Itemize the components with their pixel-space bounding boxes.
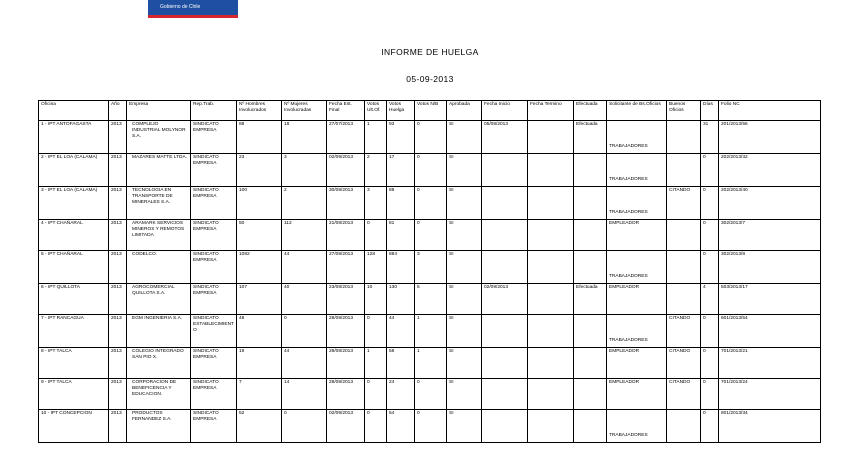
cell-hombres: 19 [237, 348, 282, 379]
cell-mujeres: 3 [282, 154, 327, 187]
cell-dias: 0 [701, 251, 719, 284]
cell-fecha-termino [528, 348, 574, 379]
cell-efectuada [574, 315, 607, 348]
cell-hombres: 23 [237, 154, 282, 187]
cell-efectuada: Efectuada [574, 284, 607, 315]
cell-votos-nb: 0 [415, 410, 447, 443]
col-header: Oficina [39, 101, 109, 121]
cell-fecha-termino [528, 410, 574, 443]
cell-votos-ult-of: 1 [365, 348, 387, 379]
table-header-row [39, 101, 821, 121]
cell-rep-trab: SINDICATO EMPRESA [191, 251, 237, 284]
col-header: Votos Huelga [387, 101, 415, 121]
cell-folio: 701/2013/21 [719, 348, 821, 379]
cell-aprobada: SI [447, 379, 482, 410]
cell-anio: 2013 [109, 220, 127, 251]
cell-votos-nb: 5 [415, 284, 447, 315]
col-header: Año [109, 101, 127, 121]
cell-solicitante: TRABAJADORES [607, 121, 667, 154]
cell-rep-trab: SINDICATO EMPRESA [191, 410, 237, 443]
cell-mujeres: 18 [282, 121, 327, 154]
cell-votos-huelga: 54 [387, 410, 415, 443]
cell-fecha-est-final: 28/08/2013 [327, 348, 365, 379]
cell-aprobada: SI [447, 410, 482, 443]
cell-votos-ult-of: 0 [365, 410, 387, 443]
cell-empresa: COMPLEJO INDUSTRIAL MOLYNOR S.A. [127, 121, 191, 154]
col-header: Folio NC [719, 101, 821, 121]
col-header: Rep.Trab. [191, 101, 237, 121]
cell-mujeres: 40 [282, 284, 327, 315]
cell-fecha-est-final: 23/08/2013 [327, 284, 365, 315]
cell-hombres: 7 [237, 379, 282, 410]
cell-votos-ult-of: 10 [365, 284, 387, 315]
cell-votos-huelga: 130 [387, 284, 415, 315]
cell-votos-nb: 0 [415, 220, 447, 251]
cell-aprobada: SI [447, 348, 482, 379]
cell-solicitante: TRABAJADORES [607, 154, 667, 187]
cell-hombres: 50 [237, 220, 282, 251]
cell-empresa: MAZARES MATTE LTDA. [127, 154, 191, 187]
col-header: Efectuada [574, 101, 607, 121]
cell-efectuada [574, 220, 607, 251]
cell-empresa: CORPORACION DE BENEFICENCIA Y EDUCACION. [127, 379, 191, 410]
cell-dias: 0 [701, 348, 719, 379]
cell-folio: 201/2013/56 [719, 121, 821, 154]
cell-solicitante: EMPLEADOR [607, 379, 667, 410]
table-row [39, 220, 821, 251]
cell-votos-huelga: 88 [387, 187, 415, 220]
cell-fecha-inicio [482, 379, 528, 410]
strike-report-table [38, 100, 821, 443]
cell-hombres: 1082 [237, 251, 282, 284]
cell-dias: 0 [701, 220, 719, 251]
cell-oficina: 10 - IPT CONCEPCION [39, 410, 109, 443]
col-header: Solicitante de Bs.Oficios [607, 101, 667, 121]
cell-fecha-termino [528, 315, 574, 348]
cell-fecha-inicio: 02/09/2013 [482, 284, 528, 315]
table-row [39, 315, 821, 348]
cell-efectuada [574, 154, 607, 187]
cell-votos-nb: 1 [415, 348, 447, 379]
cell-solicitante: EMPLEADOR [607, 220, 667, 251]
cell-dias: 31 [701, 121, 719, 154]
cell-aprobada: SI [447, 121, 482, 154]
cell-aprobada: SI [447, 154, 482, 187]
cell-votos-huelga: 44 [387, 315, 415, 348]
logo-text: Gobierno de Chile [160, 4, 201, 10]
cell-dias: 0 [701, 410, 719, 443]
logo-stripe [148, 15, 238, 18]
table-row [39, 154, 821, 187]
cell-dias: 0 [701, 379, 719, 410]
cell-rep-trab: SINDICATO EMPRESA [191, 154, 237, 187]
cell-mujeres: 2 [282, 187, 327, 220]
cell-solicitante: TRABAJADORES [607, 187, 667, 220]
cell-empresa: COLEGIO INTEGRADO SAN PIO X. [127, 348, 191, 379]
cell-aprobada: SI [447, 284, 482, 315]
cell-fecha-inicio [482, 220, 528, 251]
cell-anio: 2013 [109, 284, 127, 315]
cell-solicitante: EMPLEADOR [607, 348, 667, 379]
cell-buenos-oficios: CITANDO [667, 187, 701, 220]
table-row [39, 379, 821, 410]
table-body [39, 121, 821, 443]
gobierno-logo [148, 0, 238, 18]
cell-efectuada [574, 251, 607, 284]
cell-rep-trab: SINDICATO EMPRESA [191, 187, 237, 220]
cell-empresa: ARAMARK SERVICIOS MINEROS Y REMOTOS LIMITADA [127, 220, 191, 251]
cell-anio: 2013 [109, 154, 127, 187]
cell-folio: 202/2013/40 [719, 187, 821, 220]
cell-fecha-termino [528, 284, 574, 315]
cell-buenos-oficios [667, 220, 701, 251]
cell-folio: 202/2013/32 [719, 154, 821, 187]
cell-fecha-inicio [482, 154, 528, 187]
cell-dias: 0 [701, 154, 719, 187]
cell-rep-trab: SINDICATO EMPRESA [191, 121, 237, 154]
cell-fecha-est-final: 21/08/2013 [327, 220, 365, 251]
cell-fecha-inicio [482, 348, 528, 379]
cell-oficina: 5 - IPT CHAÑARAL [39, 251, 109, 284]
cell-empresa: TECNOLOGIA EN TRANSPORTE DE MINERALES S.A. [127, 187, 191, 220]
cell-votos-huelga: 17 [387, 154, 415, 187]
cell-aprobada: SI [447, 187, 482, 220]
cell-fecha-est-final: 02/09/2013 [327, 154, 365, 187]
cell-votos-nb: 1 [415, 315, 447, 348]
cell-rep-trab: SINDICATO EMPRESA [191, 348, 237, 379]
cell-hombres: 52 [237, 410, 282, 443]
cell-empresa: EGM INGENIERIA S.A. [127, 315, 191, 348]
cell-anio: 2013 [109, 251, 127, 284]
cell-buenos-oficios [667, 410, 701, 443]
cell-fecha-termino [528, 154, 574, 187]
cell-anio: 2013 [109, 121, 127, 154]
cell-efectuada: Efectuada [574, 121, 607, 154]
col-header: Buenos Oficios [667, 101, 701, 121]
cell-fecha-termino [528, 187, 574, 220]
cell-fecha-termino [528, 251, 574, 284]
cell-buenos-oficios: CITANDO [667, 348, 701, 379]
cell-mujeres: 0 [282, 410, 327, 443]
cell-fecha-termino [528, 379, 574, 410]
cell-fecha-est-final: 02/09/2013 [327, 410, 365, 443]
cell-rep-trab: SINDICATO EMPRESA [191, 220, 237, 251]
cell-fecha-est-final: 27/08/2013 [327, 251, 365, 284]
cell-folio: 601/2013/54 [719, 315, 821, 348]
cell-folio: 302/2013/7 [719, 220, 821, 251]
cell-oficina: 1 - IPT ANTOFAGASTA [39, 121, 109, 154]
cell-aprobada: SI [447, 220, 482, 251]
cell-votos-ult-of: 1 [365, 121, 387, 154]
cell-fecha-est-final: 28/08/2013 [327, 379, 365, 410]
cell-votos-nb: 0 [415, 379, 447, 410]
cell-dias: 4 [701, 284, 719, 315]
cell-fecha-est-final: 30/08/2013 [327, 187, 365, 220]
cell-votos-ult-of: 0 [365, 220, 387, 251]
cell-votos-nb: 0 [415, 121, 447, 154]
table-row [39, 121, 821, 154]
cell-fecha-inicio [482, 251, 528, 284]
cell-empresa: CODELCO. [127, 251, 191, 284]
table-row [39, 187, 821, 220]
cell-aprobada: SI [447, 251, 482, 284]
cell-votos-huelga: 58 [387, 348, 415, 379]
cell-rep-trab: SINDICATO EMPRESA [191, 284, 237, 315]
cell-hombres: 107 [237, 284, 282, 315]
cell-rep-trab: SINDICATO EMPRESA [191, 379, 237, 410]
cell-fecha-est-final: 27/07/2013 [327, 121, 365, 154]
cell-hombres: 88 [237, 121, 282, 154]
cell-dias: 0 [701, 187, 719, 220]
cell-oficina: 6 - IPT QUILLOTA [39, 284, 109, 315]
report-title: INFORME DE HUELGA [381, 47, 479, 57]
col-header: Votos Ult.Of. [365, 101, 387, 121]
cell-efectuada [574, 187, 607, 220]
col-header: Nº Mujeres Involucradas [282, 101, 327, 121]
cell-mujeres: 112 [282, 220, 327, 251]
cell-votos-ult-of: 0 [365, 315, 387, 348]
cell-votos-ult-of: 3 [365, 187, 387, 220]
cell-fecha-inicio [482, 410, 528, 443]
cell-votos-huelga: 81 [387, 220, 415, 251]
cell-anio: 2013 [109, 315, 127, 348]
cell-hombres: 48 [237, 315, 282, 348]
cell-buenos-oficios [667, 284, 701, 315]
cell-votos-nb: 3 [415, 251, 447, 284]
cell-mujeres: 0 [282, 315, 327, 348]
table-row [39, 284, 821, 315]
cell-efectuada [574, 348, 607, 379]
cell-buenos-oficios: CITANDO [667, 315, 701, 348]
cell-votos-huelga: 93 [387, 121, 415, 154]
cell-votos-huelga: 24 [387, 379, 415, 410]
cell-folio: 701/2013/24 [719, 379, 821, 410]
cell-votos-nb: 0 [415, 154, 447, 187]
col-header: Aprobada [447, 101, 482, 121]
cell-mujeres: 44 [282, 348, 327, 379]
cell-oficina: 7 - IPT RANCAGUA [39, 315, 109, 348]
cell-anio: 2013 [109, 187, 127, 220]
cell-solicitante: TRABAJADORES [607, 315, 667, 348]
col-header: Fecha Termino [528, 101, 574, 121]
cell-rep-trab: SINDICATO ESTABLECIMIENTO [191, 315, 237, 348]
cell-mujeres: 44 [282, 251, 327, 284]
cell-buenos-oficios: CITANDO [667, 379, 701, 410]
cell-oficina: 4 - IPT CHAÑARAL [39, 220, 109, 251]
cell-empresa: AGROCOMERCIAL QUILLOTA S.A. [127, 284, 191, 315]
cell-votos-nb: 0 [415, 187, 447, 220]
table-row [39, 348, 821, 379]
cell-fecha-inicio [482, 187, 528, 220]
cell-solicitante: TRABAJADORES [607, 410, 667, 443]
cell-fecha-inicio [482, 315, 528, 348]
cell-buenos-oficios [667, 251, 701, 284]
col-header: Nº Hombres Involucrados [237, 101, 282, 121]
cell-oficina: 9 - IPT TALCA [39, 379, 109, 410]
col-header: Fecha Est. Final [327, 101, 365, 121]
cell-solicitante: EMPLEADOR [607, 284, 667, 315]
cell-votos-ult-of: 2 [365, 154, 387, 187]
cell-empresa: PRODUCTOS FERNANDEZ S.A. [127, 410, 191, 443]
cell-oficina: 8 - IPT TALCA [39, 348, 109, 379]
col-header: Empresa [127, 101, 191, 121]
cell-votos-ult-of: 0 [365, 379, 387, 410]
cell-buenos-oficios [667, 121, 701, 154]
cell-fecha-termino [528, 220, 574, 251]
cell-folio: 302/2013/8 [719, 251, 821, 284]
cell-anio: 2013 [109, 410, 127, 443]
cell-buenos-oficios [667, 154, 701, 187]
table-row [39, 251, 821, 284]
cell-efectuada [574, 410, 607, 443]
cell-oficina: 2 - IPT EL LOA (CALAMA) [39, 154, 109, 187]
cell-votos-huelga: 884 [387, 251, 415, 284]
cell-anio: 2013 [109, 348, 127, 379]
cell-folio: 801/2013/34 [719, 410, 821, 443]
cell-mujeres: 14 [282, 379, 327, 410]
col-header: Votos N/B [415, 101, 447, 121]
cell-folio: 503/2013/17 [719, 284, 821, 315]
cell-fecha-inicio: 05/08/2013 [482, 121, 528, 154]
report-date: 05-09-2013 [406, 74, 454, 84]
col-header: Fecha Inicio [482, 101, 528, 121]
cell-votos-ult-of: 128 [365, 251, 387, 284]
cell-hombres: 100 [237, 187, 282, 220]
cell-anio: 2013 [109, 379, 127, 410]
cell-fecha-est-final: 28/08/2013 [327, 315, 365, 348]
cell-solicitante: TRABAJADORES [607, 251, 667, 284]
col-header: Días [701, 101, 719, 121]
cell-oficina: 3 - IPT EL LOA (CALAMA) [39, 187, 109, 220]
cell-efectuada [574, 379, 607, 410]
cell-fecha-termino [528, 121, 574, 154]
table-row [39, 410, 821, 443]
cell-aprobada: SI [447, 315, 482, 348]
cell-dias: 0 [701, 315, 719, 348]
